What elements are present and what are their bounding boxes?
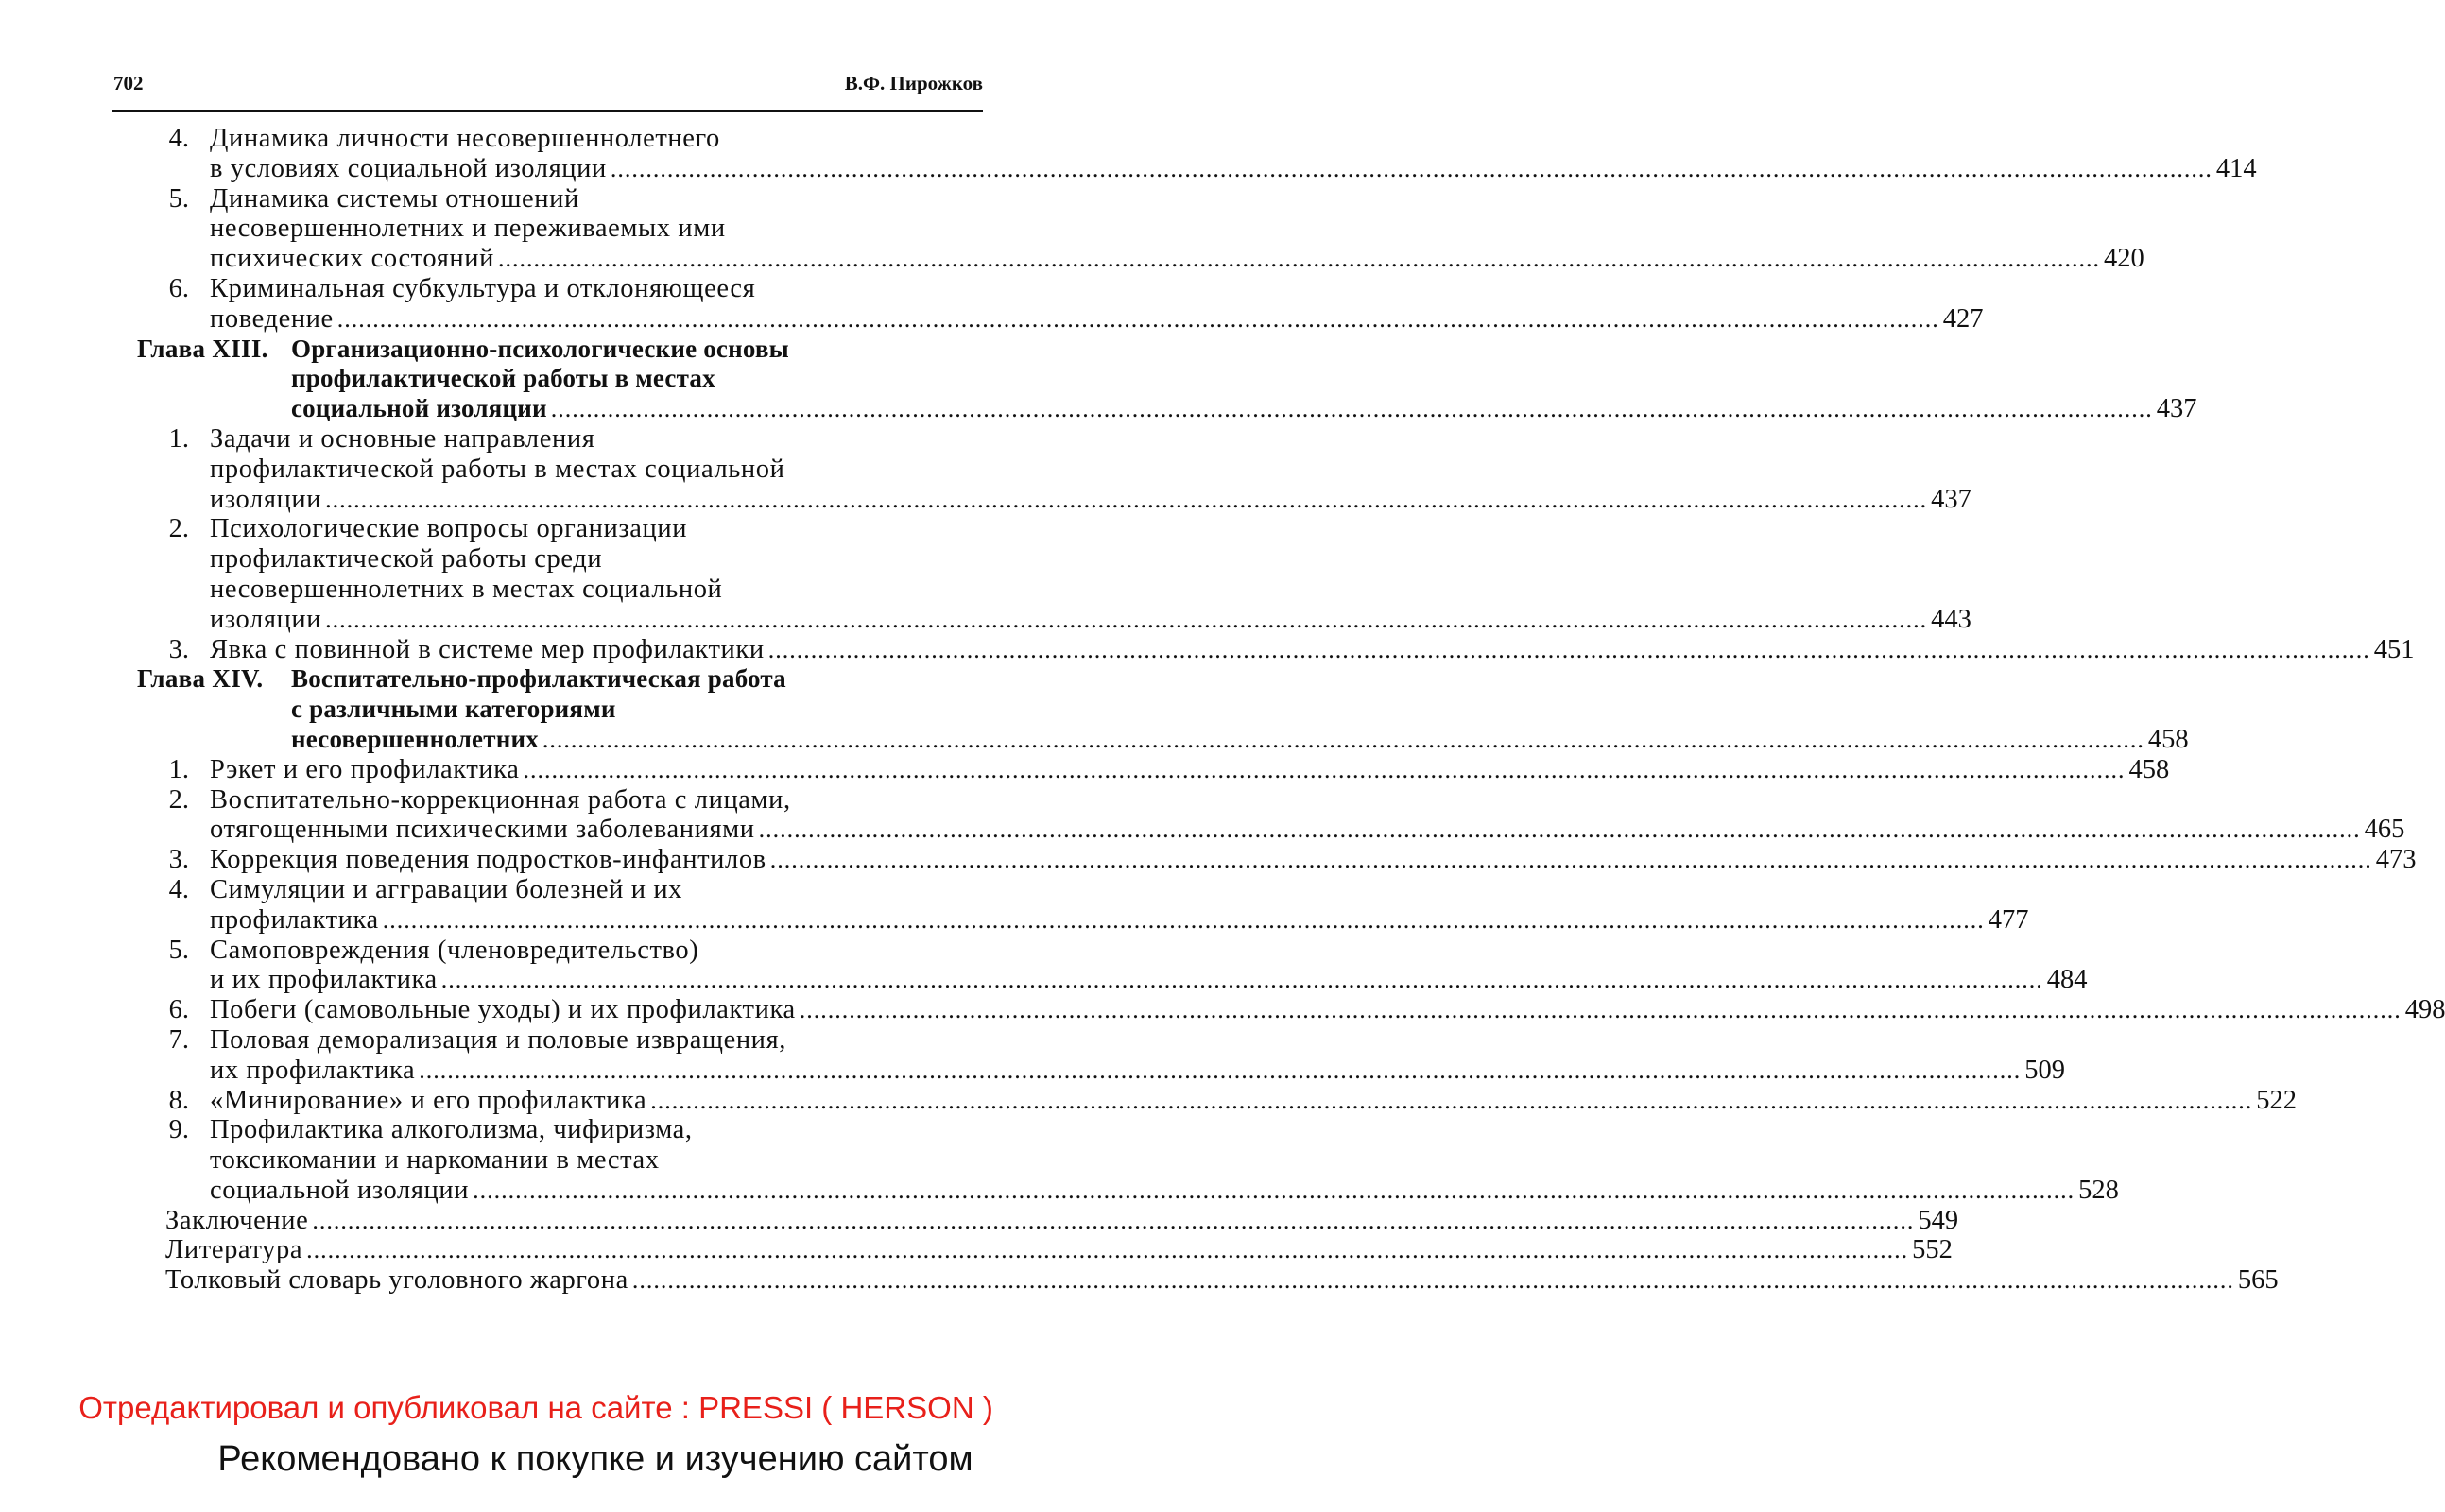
toc-entry: [210, 634, 2415, 665]
toc-entry: [210, 875, 958, 905]
section-number: 5.: [168, 183, 189, 214]
toc-entry-title: Литература: [165, 1235, 303, 1265]
toc-entry: [210, 815, 2405, 845]
section-number: 4.: [168, 124, 189, 153]
section-number: 5.: [168, 935, 189, 965]
toc-line: [0, 695, 1072, 725]
toc-line: [0, 364, 1072, 394]
toc-entry-title: Задачи и основные направления: [210, 423, 595, 454]
toc-entry: [210, 936, 958, 966]
toc-entry-title: Толковый словарь уголовного жаргона: [165, 1265, 628, 1296]
toc-line: [0, 544, 1072, 575]
toc-entry-title: несовершеннолетних и переживаемых ими: [210, 214, 726, 244]
toc-entry-title: отягощенными психическими заболеваниями: [210, 815, 755, 845]
dot-leader: [650, 1086, 2252, 1116]
toc-entry: [210, 484, 1971, 515]
toc-entry: [210, 1085, 2298, 1116]
toc-line: [0, 1055, 2065, 1086]
toc-entry: [210, 184, 958, 215]
toc-entry-title: Симуляции и аггравации болезней и их: [210, 874, 683, 904]
toc-entry: [291, 695, 958, 725]
dot-leader: [473, 1176, 2075, 1206]
toc-line: [0, 785, 1072, 816]
toc-entry-title: психических состояний: [210, 244, 494, 274]
toc-entry: [291, 335, 958, 365]
toc-page-number: 443: [1931, 604, 1971, 634]
section-number: 6.: [168, 995, 189, 1025]
toc-entry: [210, 995, 2445, 1025]
toc-entry: [291, 664, 958, 695]
toc-entry-title: профилактической работы среди: [210, 544, 603, 575]
dot-leader: [632, 1265, 2234, 1296]
toc-page-number: 473: [2375, 845, 2417, 875]
toc-line: [0, 484, 1971, 515]
toc-page-number: 458: [2128, 754, 2170, 784]
dot-leader: [800, 995, 2402, 1025]
toc-entry: [210, 124, 958, 154]
toc-page-number: 414: [2215, 153, 2257, 183]
toc-entry-title: несовершеннолетних в местах социальной: [210, 574, 723, 604]
toc-page-number: 420: [2103, 244, 2144, 274]
toc-line: [0, 1115, 1072, 1145]
toc-entry-title: Профилактика алкоголизма, чифиризма,: [210, 1115, 693, 1145]
section-number: 9.: [168, 1115, 189, 1145]
toc-entry: [291, 724, 2189, 755]
toc-page-number: 498: [2404, 995, 2445, 1025]
dot-leader: [759, 815, 2361, 845]
dot-leader: [542, 725, 2144, 755]
toc-entry-title: их профилактика: [210, 1055, 416, 1085]
toc-entry: [210, 544, 958, 575]
toc-entry: [210, 1025, 958, 1056]
dot-leader: [306, 1235, 1908, 1265]
toc-entry: [291, 364, 958, 394]
toc-entry: [210, 904, 2029, 936]
toc-entry-title: несовершеннолетних: [291, 724, 539, 753]
toc-entry: [210, 1175, 2119, 1206]
toc-line: [0, 184, 1072, 215]
dot-leader: [611, 154, 2213, 184]
toc-page-number: 451: [2373, 634, 2415, 664]
toc-entry: [210, 214, 958, 244]
toc-entry: [165, 1265, 2279, 1296]
toc-entry-title: Организационно-психологические основы: [291, 334, 789, 363]
section-number: 2.: [168, 514, 189, 544]
toc-entry: [210, 303, 1984, 335]
toc-line: [0, 303, 1984, 335]
toc-line: [0, 995, 2445, 1025]
toc-entry: [210, 1055, 2065, 1086]
toc-entry: [210, 1145, 958, 1176]
toc-entry-title: Криминальная субкультура и отклоняющееся: [210, 273, 756, 303]
toc-line: [0, 424, 1072, 455]
toc-line: [0, 965, 2088, 995]
toc-line: [0, 1265, 2279, 1296]
section-number: 6.: [168, 273, 189, 303]
toc-line: [0, 244, 2144, 274]
toc-entry: [291, 394, 2197, 424]
toc-entry-title: Рэкет и его профилактика: [210, 754, 520, 784]
toc-line: [0, 455, 1072, 485]
toc-entry: [210, 514, 958, 544]
toc-line: [0, 274, 1072, 304]
toc-entry-title: токсикомании и наркомании в местах: [210, 1145, 660, 1176]
chapter-label: Глава XIV.: [137, 664, 264, 694]
toc-line: [0, 1145, 1072, 1176]
toc-entry: [210, 274, 958, 304]
toc-page-number: 565: [2237, 1265, 2279, 1296]
toc-entry-title: Динамика системы отношений: [210, 183, 579, 214]
toc-entry-title: Заключение: [165, 1205, 309, 1235]
page-number: 702: [113, 72, 144, 94]
chapter-label: Глава XIII.: [137, 334, 268, 363]
dot-leader: [383, 905, 1985, 936]
toc-line: [0, 724, 2189, 755]
toc-entry-title: профилактической работы в местах: [291, 364, 715, 393]
toc-page-number: 427: [1942, 303, 1984, 334]
dot-leader: [419, 1056, 2021, 1086]
toc-entry-title: Коррекция поведения подростков-инфантилов: [210, 845, 766, 875]
toc-entry: [210, 424, 958, 455]
dot-leader: [768, 635, 2370, 665]
toc-line: [0, 815, 2405, 845]
editor-note: Отредактировал и опубликовал на сайте : PRESSI ( HERSON ): [78, 1390, 993, 1425]
toc-line: [0, 335, 1072, 365]
toc-entry-title: Динамика личности несовершеннолетнего: [210, 124, 720, 153]
toc-entry-title: профилактической работы в местах социальной: [210, 454, 785, 484]
section-number: 1.: [168, 423, 189, 454]
section-number: 8.: [168, 1085, 189, 1115]
toc-entry-title: профилактика: [210, 904, 379, 935]
toc-line: [0, 634, 2415, 665]
toc-entry: [210, 153, 2257, 184]
toc-line: [0, 1085, 2298, 1116]
toc-entry: [210, 754, 2170, 785]
recommendation-note: Рекомендовано к покупке и изучению сайтом: [217, 1439, 973, 1479]
toc-page-number: 528: [2078, 1175, 2119, 1205]
toc-entry: [210, 845, 2417, 875]
section-number: 1.: [168, 754, 189, 784]
toc-entry: [210, 604, 1971, 635]
toc-entry-title: Воспитательно-коррекционная работа с лицами,: [210, 784, 791, 815]
dot-leader: [498, 244, 2100, 274]
toc-line: [0, 754, 2170, 785]
toc-page-number: 458: [2147, 724, 2189, 754]
toc-line: [0, 124, 1072, 154]
toc-entry: [210, 244, 2144, 274]
section-number: 3.: [168, 845, 189, 875]
toc-entry-title: и их профилактика: [210, 965, 438, 995]
toc-entry: [210, 455, 958, 485]
dot-leader: [551, 394, 2153, 424]
table-of-contents: [0, 124, 2445, 1296]
toc-page-number: 522: [2256, 1085, 2298, 1115]
toc-entry-title: в условиях социальной изоляции: [210, 153, 607, 183]
toc-entry-title: социальной изоляции: [291, 394, 547, 423]
toc-entry-title: Половая деморализация и половые извращения,: [210, 1024, 786, 1055]
toc-line: [0, 153, 2257, 184]
toc-entry: [210, 1115, 958, 1145]
toc-line: [0, 1025, 1072, 1056]
toc-line: [0, 664, 1072, 695]
toc-page-number: 437: [1931, 484, 1971, 514]
toc-entry: [210, 785, 958, 816]
dot-leader: [524, 755, 2126, 785]
toc-entry-title: с различными категориями: [291, 695, 616, 724]
dot-leader: [441, 965, 2043, 995]
dot-leader: [312, 1206, 1914, 1236]
toc-entry-title: Явка с повинной в системе мер профилактики: [210, 634, 765, 664]
toc-entry-title: Самоповреждения (членовредительство): [210, 935, 699, 965]
toc-entry-title: поведение: [210, 303, 334, 334]
toc-page-number: 552: [1912, 1235, 1953, 1265]
toc-line: [0, 936, 1072, 966]
toc-page-number: 437: [2156, 394, 2197, 424]
toc-entry-title: Побеги (самовольные уходы) и их профилактика: [210, 995, 796, 1025]
section-number: 7.: [168, 1024, 189, 1055]
toc-page-number: 549: [1918, 1205, 1959, 1235]
toc-entry: [165, 1205, 1959, 1236]
page-header: [113, 72, 983, 100]
toc-entry: [165, 1235, 1953, 1265]
toc-entry-title: Психологические вопросы организации: [210, 514, 688, 544]
toc-line: [0, 1235, 1953, 1265]
section-number: 2.: [168, 784, 189, 815]
toc-entry: [210, 575, 958, 605]
running-head-author: В.Ф. Пирожков: [844, 72, 983, 94]
dot-leader: [325, 605, 1927, 635]
toc-entry-title: «Минирование» и его профилактика: [210, 1085, 647, 1115]
toc-line: [0, 1205, 1959, 1236]
toc-line: [0, 845, 2417, 875]
toc-entry-title: социальной изоляции: [210, 1175, 470, 1205]
toc-line: [0, 514, 1072, 544]
toc-line: [0, 1175, 2119, 1206]
toc-entry-title: Воспитательно-профилактическая работа: [291, 664, 786, 694]
toc-page-number: 509: [2024, 1055, 2065, 1085]
toc-line: [0, 604, 1971, 635]
toc-page-number: 477: [1988, 904, 2029, 935]
toc-line: [0, 394, 2197, 424]
toc-line: [0, 904, 2029, 936]
toc-page-number: 484: [2046, 965, 2088, 995]
toc-line: [0, 575, 1072, 605]
section-number: 4.: [168, 874, 189, 904]
toc-entry: [210, 965, 2088, 995]
dot-leader: [325, 485, 1927, 515]
dot-leader: [337, 304, 1939, 335]
header-rule: [112, 110, 983, 112]
dot-leader: [770, 845, 2372, 875]
toc-entry-title: изоляции: [210, 604, 322, 634]
toc-page-number: 465: [2364, 815, 2405, 845]
toc-line: [0, 875, 1072, 905]
toc-entry-title: изоляции: [210, 484, 322, 514]
section-number: 3.: [168, 634, 189, 664]
toc-line: [0, 214, 1072, 244]
